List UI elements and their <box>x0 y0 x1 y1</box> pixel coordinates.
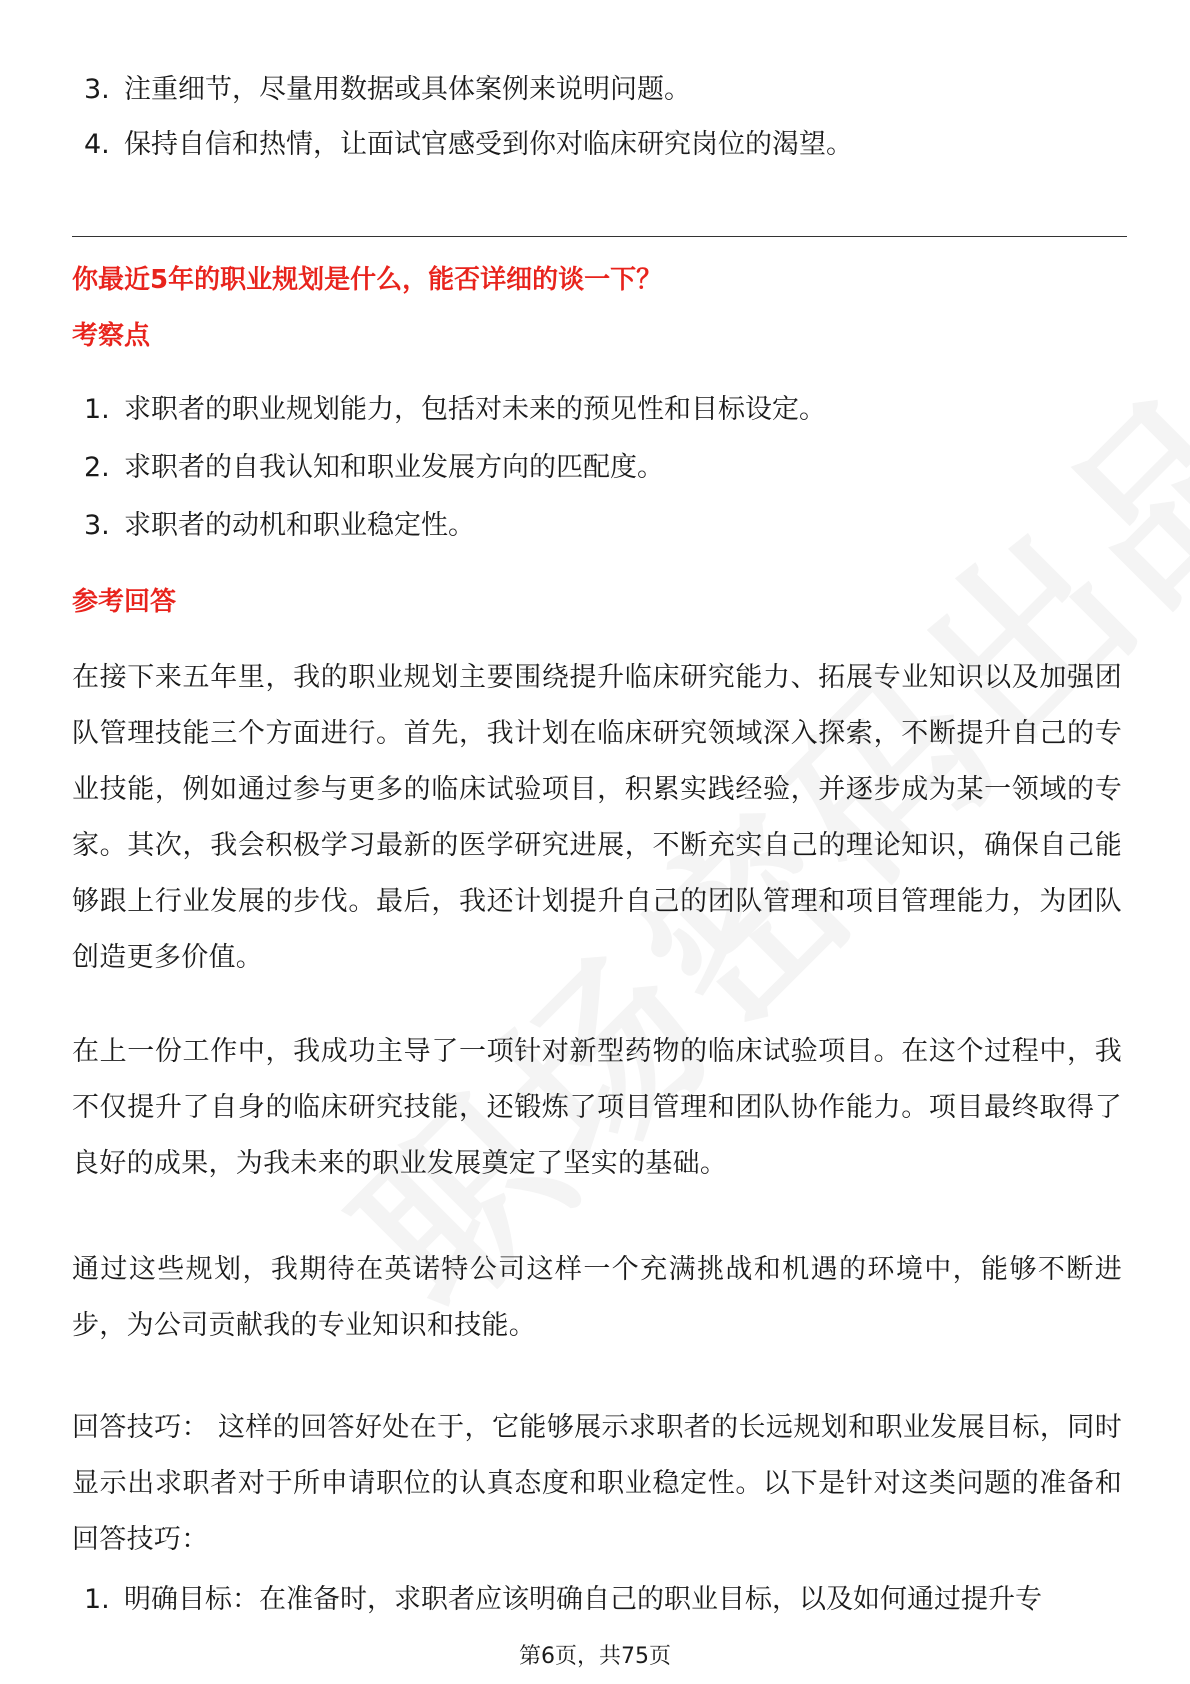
top-numbered-list-continued <box>84 127 853 163</box>
page-footer: 第6页，共75页 <box>519 1644 671 1669</box>
list-item <box>84 450 664 486</box>
question-title: 你最近5年的职业规划是什么，能否详细的谈一下？ <box>72 265 663 295</box>
list-item <box>84 1582 1042 1618</box>
list-text: 明确目标：在准备时，求职者应该明确自己的职业目标，以及如何通过提升专 <box>124 1584 1042 1615</box>
tips-list <box>84 1582 1042 1618</box>
list-number: 3. <box>84 74 110 105</box>
answer-paragraph: 在接下来五年里，我的职业规划主要围绕提升临床研究能力、拓展专业知识以及加强团队管理技能三个方面进行。首先，我计划在临床研究领域深入探索，不断提升自己的专业技能，例如通过参与更多的临床试验项目，积累实践经验，并逐步成为某一领域的专家。其次，我会积极学习最新的医学研究进展，不断充实自己的理论知识，确保自己能够跟上行业发展的步伐。最后，我还计划提升自己的团队管理和项目管理能力，为团队创造更多价值。 <box>72 662 1122 973</box>
list-text: 注重细节，尽量用数据或具体案例来说明问题。 <box>124 74 691 105</box>
list-text: 保持自信和热情，让面试官感受到你对临床研究岗位的渴望。 <box>124 129 853 160</box>
list-number: 1. <box>84 394 110 425</box>
list-item <box>84 72 691 108</box>
top-numbered-list <box>84 72 691 108</box>
list-number: 4. <box>84 129 110 160</box>
list-item <box>84 392 826 428</box>
list-item <box>84 127 853 163</box>
list-number: 2. <box>84 452 110 483</box>
answer-paragraph: 通过这些规划，我期待在英诺特公司这样一个充满挑战和机遇的环境中，能够不断进步，为公司贡献我的专业知识和技能。 <box>72 1254 1122 1341</box>
list-text: 求职者的动机和职业稳定性。 <box>124 510 475 541</box>
assessment-list-2 <box>84 450 664 486</box>
assessment-list <box>84 392 826 428</box>
answer-paragraph: 在上一份工作中，我成功主导了一项针对新型药物的临床试验项目。在这个过程中，我不仅提升了自身的临床研究技能，还锻炼了项目管理和团队协作能力。项目最终取得了良好的成果，为我未来的职业发展奠定了坚实的基础。 <box>72 1036 1122 1179</box>
assessment-heading: 考察点 <box>72 321 151 351</box>
list-text: 求职者的职业规划能力，包括对未来的预见性和目标设定。 <box>124 394 826 425</box>
list-number: 1. <box>84 1584 110 1615</box>
reference-heading: 参考回答 <box>72 587 177 617</box>
list-item <box>84 508 475 544</box>
list-text: 求职者的自我认知和职业发展方向的匹配度。 <box>124 452 664 483</box>
assessment-list-3 <box>84 508 475 544</box>
list-number: 3. <box>84 510 110 541</box>
section-divider <box>72 236 1127 237</box>
tips-paragraph: 回答技巧： 这样的回答好处在于，它能够展示求职者的长远规划和职业发展目标，同时显示出求职者对于所申请职位的认真态度和职业稳定性。以下是针对这类问题的准备和回答技巧： <box>72 1412 1122 1555</box>
